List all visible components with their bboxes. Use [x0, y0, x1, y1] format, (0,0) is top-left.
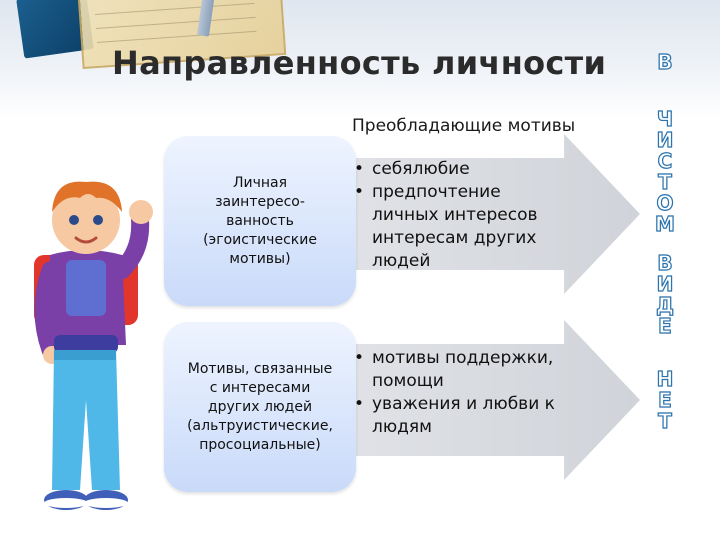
sidebar-letter: Т	[658, 409, 672, 433]
vertical-caption	[650, 52, 680, 532]
sidebar-letter: И	[656, 128, 674, 152]
altruistic-motives-box	[164, 322, 356, 492]
sidebar-letter: Д	[656, 293, 674, 317]
sidebar-letter: С	[657, 149, 673, 173]
list-item: • предпочтение личных интересов интересам других людей	[350, 181, 580, 273]
altruistic-motives-list	[350, 347, 590, 439]
sidebar-letter: В	[657, 251, 673, 275]
sidebar-letter: В	[657, 50, 673, 74]
selfish-motives-label: Личная заинтересо- ванность (эгоистические мотивы)	[203, 174, 317, 267]
list-item: • уважения и любви к людям	[350, 393, 590, 439]
list-item: • себялюбие	[350, 158, 580, 181]
motives-subheader: Преобладающие мотивы	[352, 116, 576, 136]
sidebar-letter: Е	[658, 314, 672, 338]
sidebar-letter: Н	[656, 367, 674, 391]
sidebar-letter: О	[656, 191, 674, 215]
selfish-motives-list	[350, 158, 580, 273]
sidebar-letter: И	[656, 272, 674, 296]
sidebar-letter: М	[655, 212, 675, 236]
sidebar-letter: Ч	[656, 107, 674, 131]
slide-title: Направленность личности	[112, 44, 607, 82]
altruistic-motives-label: Мотивы, связанные с интересами других людей (альтруистические, просоциальные)	[187, 360, 333, 453]
list-item: • мотивы поддержки, помощи	[350, 347, 590, 393]
sidebar-letter: Е	[658, 388, 672, 412]
boy-cartoon-illustration	[10, 160, 160, 540]
selfish-motives-box	[164, 136, 356, 306]
sidebar-letter: Т	[658, 170, 672, 194]
